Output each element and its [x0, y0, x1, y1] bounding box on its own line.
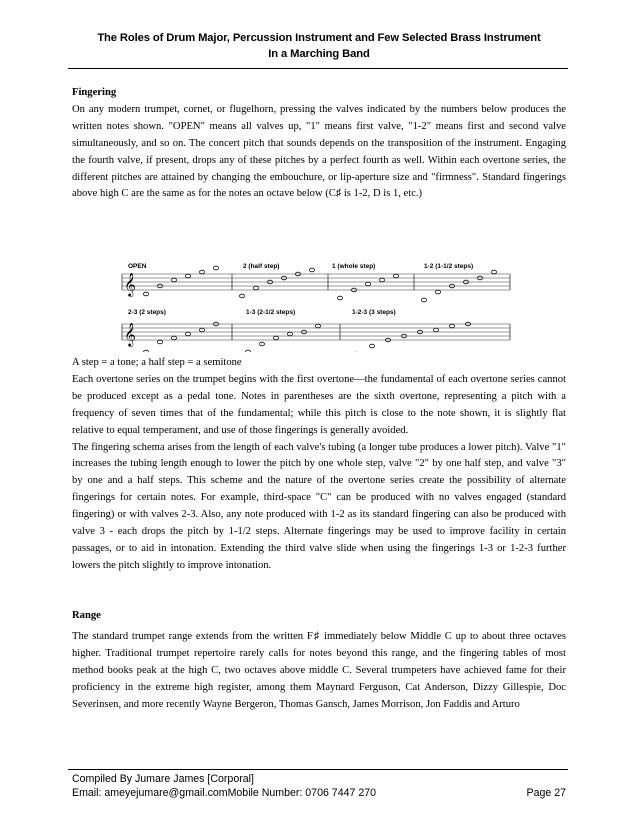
fingering-heading: Fingering: [72, 87, 117, 98]
note-head: [185, 332, 190, 336]
score-label-half-step: 2 (half step): [243, 263, 280, 270]
note-head: [435, 290, 440, 294]
treble-clef-icon: 𝄞: [124, 322, 136, 346]
note-head: [245, 350, 250, 352]
note-head: [365, 282, 370, 286]
range-heading: Range: [72, 610, 101, 621]
note-head: [253, 286, 258, 290]
note-head: [143, 292, 148, 296]
note-head: [449, 324, 454, 328]
note-head: [143, 350, 148, 352]
note-head: [213, 266, 218, 270]
note-head: [337, 296, 342, 300]
note-head: [259, 342, 264, 346]
header-title-line1: The Roles of Drum Major, Percussion Instrument and Few Selected Brass Instrument: [97, 32, 541, 44]
fingering-chart-score: [118, 260, 514, 352]
footer-contact: Email: ameyejumare@gmail.comMobile Number: 0706 7447 270: [72, 787, 376, 799]
fingering-section: [72, 85, 566, 203]
notes-row-1: [143, 266, 496, 302]
score-label-whole-step: 1 (whole step): [332, 263, 376, 270]
score-label-one-and-half-steps: 1-2 (1-1/2 steps): [424, 263, 474, 270]
header-rule: [68, 68, 568, 69]
note-head: [315, 324, 320, 328]
fingering-paragraph: On any modern trumpet, cornet, or flugelhorn, pressing the valves indicated by the numbers below produces the written notes shown. "OPEN" means all valves up, "1" means first valve, "1-2" means first and second valve simultaneously, and so on. The concert pitch that sounds depends on the transposition of the instrument. Engaging the fourth valve, if present, drops any of these pitches by a perfect fourth as well. Within each overtone series, the different pitches are attained by changing the embouchure, or lip-aperture size and "firmness". Standard fingerings above high C are the same as for the notes an octave below (C♯ is 1-2, D is 1, etc.): [72, 103, 566, 200]
note-head: [369, 344, 374, 348]
score-label-two-and-half-steps: 1-3 (2-1/2 steps): [246, 309, 296, 316]
schema-paragraph: The fingering schema arises from the length of each valve's tubing (a longer tube produces a lower pitch). Valve "1" increases the tubing length enough to lower the pitch by one whole step, valve "2" by one half step, and valve "3" by one and a half steps. This scheme and the nature of the overtone series create the possibility of alternate fingerings for certain notes. For example, third-space "C" can be produced with no valves engaged (standard fingering) or with valves 2-3. Also, any note produced with 1-2 as its standard fingering can also be produced with valve 3 - each drops the pitch by 1-1/2 steps. Alternate fingerings may be used to improve facility in certain passages, or to aid in intonation. Extending the third valve slide when using the fingerings 1-3 or 1-2-3 further lowers the pitch slightly to improve intonation.: [72, 441, 566, 571]
score-row-1: [122, 263, 510, 302]
header-title-line2: In a Marching Band: [268, 48, 370, 60]
score-label-two-steps: 2-3 (2 steps): [128, 309, 166, 316]
score-label-three-steps: 1-2-3 (3 steps): [352, 309, 396, 316]
range-section: [72, 608, 566, 713]
note-head: [199, 270, 204, 274]
note-head: [393, 274, 398, 278]
note-head: [309, 268, 314, 272]
note-head: [379, 278, 384, 282]
overtone-paragraph: Each overtone series on the trumpet begins with the first overtone—the fundamental of each overtone series cannot be produced except as a pedal tone. Notes in parentheses are the sixth overtone, representing a pitch with a frequency of seven times that of the fundamental; while this pitch is close to the note shown, it is slightly flat relative to equal temperament, and use of those fingerings is generally avoided.: [72, 373, 566, 436]
note-head: [185, 274, 190, 278]
note-head: [171, 336, 176, 340]
footer-rule: [68, 769, 568, 770]
notes-row-2: [143, 322, 470, 352]
footer-compiler: Compiled By Jumare James [Corporal]: [72, 773, 254, 785]
note-head: [421, 298, 426, 302]
treble-clef-icon: 𝄞: [124, 272, 136, 296]
note-head: [491, 270, 496, 274]
step-definition: A step = a tone; a half step = a semitone: [72, 357, 242, 368]
semitone-section: [72, 355, 566, 575]
page-footer: [72, 772, 566, 800]
note-head: [239, 294, 244, 298]
note-head: [433, 328, 438, 332]
note-head: [199, 328, 204, 332]
note-head: [157, 340, 162, 344]
staff-lines-2: [122, 322, 510, 347]
note-head: [171, 278, 176, 282]
score-row-2: [122, 309, 510, 352]
note-head: [287, 332, 292, 336]
page-header: [60, 30, 578, 62]
page-number: Page 27: [526, 787, 566, 799]
score-label-open: OPEN: [128, 263, 147, 270]
range-paragraph: The standard trumpet range extends from the written F♯ immediately below Middle C up to about three octaves higher. Traditional trumpet repertoire rarely calls for notes beyond this range, and the fingering tables of most method books peak at the high C, two octaves above middle C. Several trumpeters have achieved fame for their proficiency in the extreme high register, among them Maynard Ferguson, Cat Anderson, Dizzy Gillespie, Doc Severinsen, and more recently Wayne Bergeron, Thomas Gansch, James Morrison, Jon Faddis and Arturo: [72, 630, 566, 710]
note-head: [273, 336, 278, 340]
